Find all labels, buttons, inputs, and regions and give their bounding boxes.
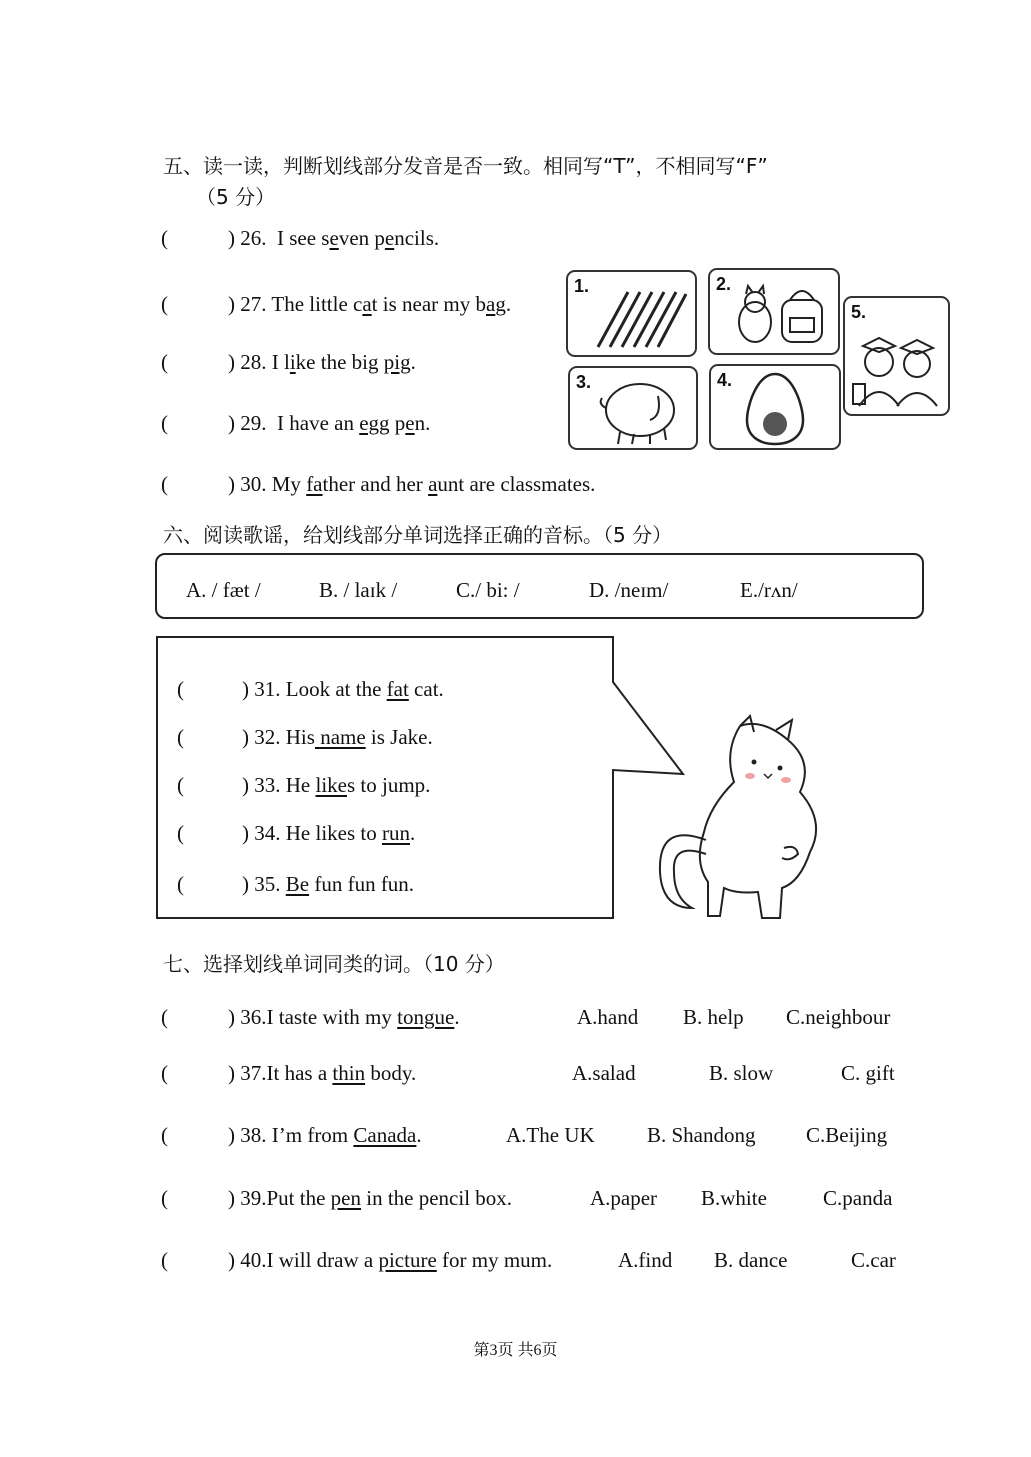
underlined-word: tongue (397, 1005, 455, 1029)
section7-title: 七、选择划线单词同类的词。（10 分） (163, 952, 505, 976)
fat-cat-illustration (650, 712, 830, 924)
choice-a: A.find (618, 1248, 673, 1272)
underlined-part: egg (359, 411, 390, 435)
underlined-word: thin (332, 1061, 366, 1085)
underlined-part: e (384, 226, 395, 250)
question-number: ) 30. (228, 472, 267, 496)
answer-blank[interactable]: ( (161, 472, 168, 496)
picture-egg: 4. (709, 364, 841, 450)
answer-blank[interactable]: ( (161, 350, 168, 374)
graduates-icon (845, 298, 949, 414)
pig-icon (570, 368, 696, 448)
section6-title: 六、阅读歌谣，给划线部分单词选择正确的音标。（5 分） (163, 523, 673, 547)
answer-blank[interactable]: ( (161, 411, 168, 435)
option-b: B. / laɪk / (319, 578, 398, 602)
option-a: A. / fæt / (186, 578, 261, 602)
answer-blank[interactable]: ( (177, 677, 184, 701)
cat-bag-icon (710, 270, 838, 352)
choice-b: B. Shandong (647, 1123, 756, 1147)
answer-blank[interactable]: ( (161, 1005, 168, 1029)
choice-b: B.white (701, 1186, 767, 1210)
option-d: D. /neɪm/ (589, 578, 669, 602)
picture-classmates: 5. (843, 296, 950, 416)
answer-blank[interactable]: ( (161, 292, 168, 316)
underlined-word: name (314, 725, 366, 749)
question-number: ) 27. (228, 292, 267, 316)
underlined-word: fat (386, 677, 409, 701)
underlined-part: i (289, 350, 296, 374)
underlined-word: like (315, 773, 347, 797)
choice-c: C.car (851, 1248, 896, 1272)
answer-blank[interactable]: ( (177, 821, 184, 845)
answer-blank[interactable]: ( (177, 725, 184, 749)
underlined-word: picture (378, 1248, 437, 1272)
underlined-part: a (428, 472, 438, 496)
underlined-part: pig (383, 350, 411, 374)
underlined-part: e (405, 411, 415, 435)
section5-title: 五、读一读，判断划线部分发音是否一致。相同写“T”，不相同写“F” (163, 154, 768, 178)
pencils-icon (568, 272, 694, 354)
underlined-part: a (485, 292, 496, 316)
picture-pig: 3. (568, 366, 698, 450)
question-number: ) 26. (228, 226, 267, 250)
picture-pencils: 1. (566, 270, 697, 357)
underlined-word: Canada (353, 1123, 417, 1147)
page-footer: 第3页 共6页 (473, 1342, 558, 1359)
answer-blank[interactable]: ( (161, 226, 168, 250)
section5-score: （5 分） (196, 185, 276, 209)
underlined-part: e (329, 226, 339, 250)
choice-b: B. dance (714, 1248, 788, 1272)
answer-blank[interactable]: ( (161, 1186, 168, 1210)
choice-c: C. gift (841, 1061, 895, 1085)
choice-c: C.neighbour (786, 1005, 891, 1029)
phonetic-options-box (155, 553, 924, 619)
choice-c: C.panda (823, 1186, 893, 1210)
underlined-word: Be (285, 872, 310, 896)
answer-blank[interactable]: ( (161, 1061, 168, 1085)
question-number: ) 28. (228, 350, 267, 374)
question-number: ) 29. (228, 411, 267, 435)
choice-a: A.hand (577, 1005, 639, 1029)
answer-blank[interactable]: ( (161, 1123, 168, 1147)
option-e: E./rʌn/ (740, 578, 798, 602)
answer-blank[interactable]: ( (177, 872, 184, 896)
option-c: C./ bi: / (456, 578, 520, 602)
choice-a: A.paper (590, 1186, 658, 1210)
choice-b: B. slow (709, 1061, 774, 1085)
answer-blank[interactable]: ( (161, 1248, 168, 1272)
choice-b: B. help (683, 1005, 744, 1029)
underlined-word: run (381, 821, 410, 845)
choice-c: C.Beijing (806, 1123, 888, 1147)
underlined-part: fa (306, 472, 323, 496)
choice-a: A.salad (572, 1061, 636, 1085)
underlined-part: a (362, 292, 372, 316)
picture-cat-bag: 2. (708, 268, 840, 355)
egg-icon (711, 366, 839, 448)
choice-a: A.The UK (506, 1123, 595, 1147)
underlined-word: pen (330, 1186, 361, 1210)
answer-blank[interactable]: ( (177, 773, 184, 797)
